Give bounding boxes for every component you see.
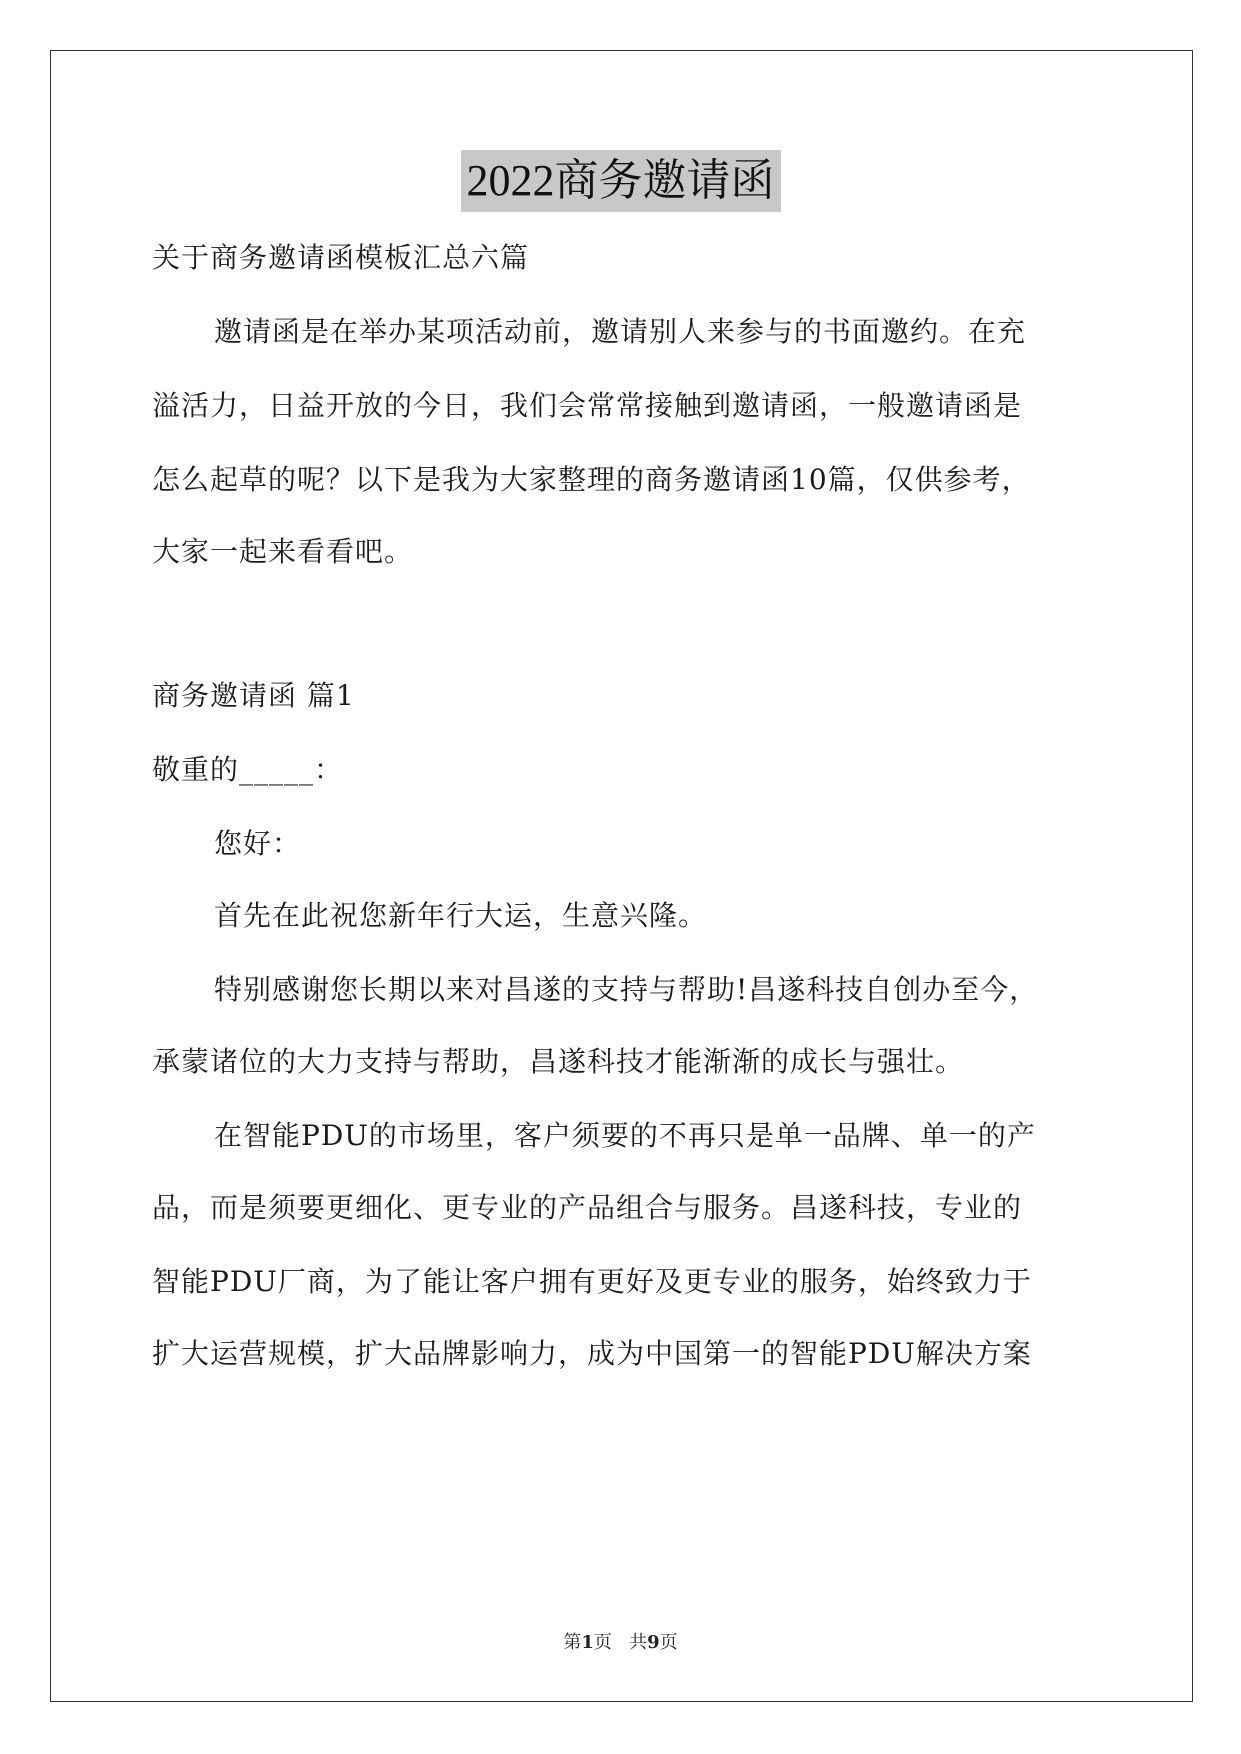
footer-total-prefix: 共 [629, 1632, 648, 1653]
greeting-line: 您好： [214, 827, 302, 860]
paragraph-line: 特别感谢您长期以来对昌遂的支持与帮助!昌遂科技自创办至今， [214, 973, 1039, 1006]
footer-total-suffix: 页 [659, 1632, 678, 1653]
salutation-line: 敬重的_____： [152, 753, 344, 786]
current-page-number: 1 [581, 1632, 594, 1653]
document-title: 2022商务邀请函 [461, 150, 781, 212]
paragraph-line: 品，而是须要更细化、更专业的产品组合与服务。昌遂科技，专业的 [152, 1191, 1023, 1224]
section-heading: 商务邀请函 篇1 [152, 679, 355, 712]
footer-page-suffix: 页 [593, 1632, 612, 1653]
paragraph-line: 首先在此祝您新年行大运，生意兴隆。 [214, 899, 708, 932]
paragraph-line: 承蒙诸位的大力支持与帮助，昌遂科技才能渐渐的成长与强壮。 [152, 1045, 965, 1078]
subtitle-line: 关于商务邀请函模板汇总六篇 [152, 241, 530, 274]
title-block [0, 150, 1241, 212]
footer-prefix: 第 [563, 1632, 582, 1653]
paragraph-line: 扩大运营规模，扩大品牌影响力，成为中国第一的智能PDU解决方案 [152, 1337, 1032, 1370]
page-border [50, 50, 1193, 1702]
paragraph-line: 溢活力，日益开放的今日，我们会常常接触到邀请函，一般邀请函是 [152, 389, 1023, 422]
paragraph-line: 大家一起来看看吧。 [152, 535, 414, 568]
total-pages-number: 9 [647, 1632, 660, 1653]
paragraph-line: 在智能PDU的市场里，客户须要的不再只是单一品牌、单一的产 [214, 1119, 1036, 1152]
page-footer [0, 1628, 1241, 1654]
paragraph-line: 邀请函是在举办某项活动前，邀请别人来参与的书面邀约。在充 [214, 315, 1027, 348]
paragraph-line: 智能PDU厂商，为了能让客户拥有更好及更专业的服务，始终致力于 [152, 1265, 1032, 1298]
paragraph-line: 怎么起草的呢？以下是我为大家整理的商务邀请函10篇，仅供参考， [152, 463, 1031, 496]
